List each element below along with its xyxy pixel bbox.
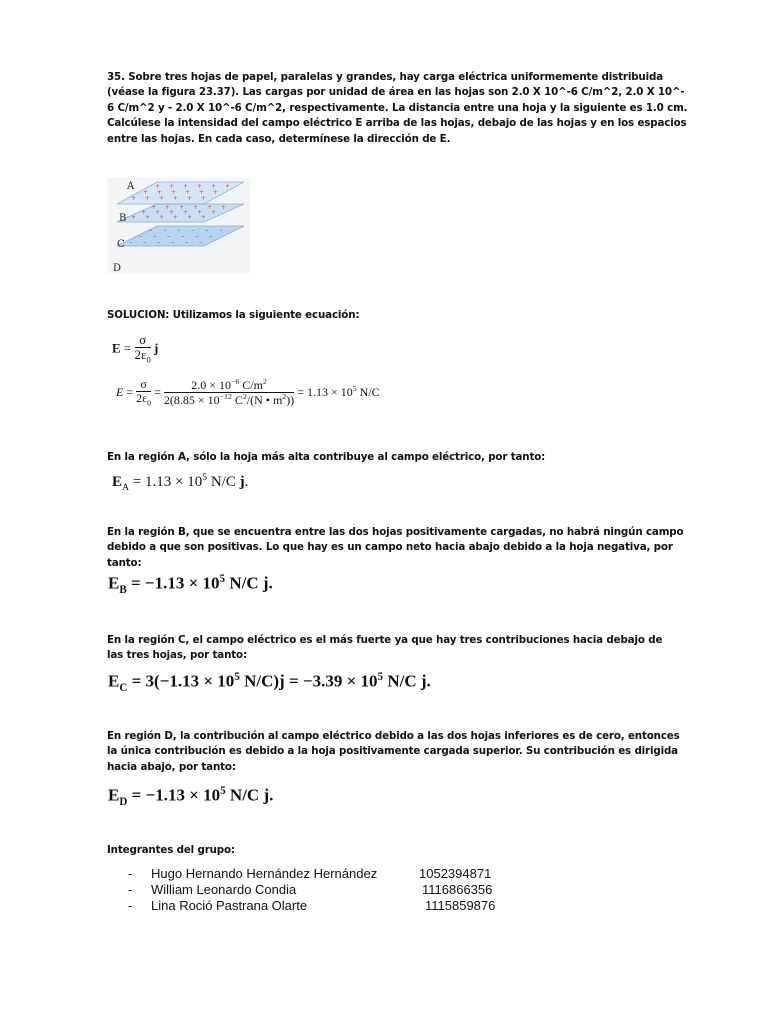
group-title-text: Integrantes del grupo: — [107, 844, 235, 856]
minus-charge-icon: – — [191, 226, 195, 234]
minus-charge-icon: – — [149, 226, 153, 234]
eq2-den2-b: C — [231, 393, 243, 408]
group-members-list — [128, 866, 548, 914]
member-name: Lina Roció Pastrana Olarte — [151, 898, 308, 913]
region-b-line: debido a que son positivas. Lo que hay es un campo neto hacia abajo debido a la hoja negativa, por — [107, 541, 673, 554]
eb-sub: B — [119, 584, 127, 597]
eq2-result-unit: N/C — [356, 385, 380, 400]
plus-charge-icon: + — [193, 204, 199, 211]
eq1-den-text: 2ε — [134, 347, 147, 363]
plus-charge-icon: + — [201, 195, 207, 202]
plus-charge-icon: + — [131, 214, 137, 221]
plus-charge-icon: + — [171, 189, 177, 196]
ec-sub: C — [119, 682, 128, 695]
solution-intro-text: SOLUCION: Utilizamos la siguiente ecuación: — [107, 309, 360, 321]
region-c-line: En la región C, el campo eléctrico es el más fuerte ya que hay tres contribuciones hacia debajo de — [107, 634, 663, 646]
eq2-result-exp: 5 — [352, 384, 357, 394]
member-id: 1052394871 — [419, 866, 492, 881]
problem-line: 35. Sobre tres hojas de papel, paralelas y grandes, hay carga eléctrica uniformemente distribuida — [107, 71, 664, 83]
ea-exp: 5 — [202, 472, 208, 483]
minus-charge-icon: – — [219, 226, 223, 234]
eq2-den2-c-exp: 2 — [282, 392, 287, 402]
eq2-num2 — [164, 378, 294, 393]
problem-line: (véase la figura 23.37). Las cargas por unidad de área en las hojas son 2.0 X 10^-6 C/m^2, 2.0 X 10^- — [107, 86, 685, 99]
plus-charge-icon: + — [159, 214, 165, 221]
equation-numeric: E = $\frac{\sigma}{2\varepsilon_0}$ = $\frac{2.0 \times 10^{-6} C/m^2}{2(8.85 \times 10^{-12} C^2/(N • m^2))}$ = $1.13 \times 10^5$ N/C — [116, 377, 380, 408]
eq2-den2-exp: −12 — [219, 392, 232, 402]
eq2-den2-a: 2(8.85 × 10 — [163, 393, 220, 408]
plus-charge-icon: + — [151, 204, 157, 211]
ed-vector: j — [263, 785, 270, 805]
minus-charge-icon: – — [143, 238, 147, 246]
solution-intro — [107, 308, 667, 323]
region-d-text — [107, 729, 680, 775]
plus-charge-icon: + — [169, 209, 175, 216]
eb-lhs: E — [108, 573, 120, 593]
equation-region-d — [108, 785, 273, 808]
ea-end: . — [244, 474, 249, 490]
plus-charge-icon: + — [197, 183, 203, 190]
region-b-line: tanto: — [107, 556, 142, 569]
eb-exp: 5 — [219, 573, 226, 585]
ea-lhs: E — [112, 474, 123, 490]
plus-charge-icon: + — [145, 214, 151, 221]
equation-region-a — [112, 472, 248, 493]
eq1-numerator: σ — [135, 333, 151, 348]
plus-charge-icon: + — [143, 189, 149, 196]
minus-charge-icon: – — [163, 226, 167, 234]
region-b-line: En la región B, que se encuentra entre las dos hojas positivamente cargadas, no habrá ningún campo — [107, 526, 684, 538]
ed-unit: N/C — [225, 785, 264, 805]
member-name: Hugo Hernando Hernández Hernández — [151, 866, 378, 881]
equation-region-b — [108, 573, 273, 596]
eq2-num2-text: 2.0 × 10 — [191, 378, 231, 393]
minus-charge-icon: – — [171, 238, 175, 246]
plus-charge-icon: + — [173, 195, 179, 202]
region-d-line: la única contribución es debido a la hoja positivamente cargada superior. Su contribución es dirigida — [107, 745, 678, 758]
ec-lhs: E — [108, 671, 120, 691]
ea-vector: j — [239, 474, 245, 490]
plus-charge-icon: + — [201, 214, 207, 221]
figure-label-b: B — [119, 213, 127, 224]
plus-charge-icon: + — [225, 183, 231, 190]
eq1-vector: j — [153, 340, 159, 356]
list-dash: - — [128, 882, 133, 897]
eb-end: . — [268, 573, 273, 593]
eq2-num1: σ — [136, 378, 151, 392]
minus-charge-icon: – — [181, 232, 185, 240]
ed-exp: 5 — [220, 785, 226, 797]
ec-rest-unit: N/C — [383, 671, 421, 691]
list-item — [128, 866, 548, 882]
list-dash: - — [128, 866, 133, 881]
member-name: William Leonardo Condia — [151, 882, 297, 897]
region-c-text — [107, 633, 667, 664]
problem-line: entre las hojas. En cada caso, determínese la dirección de E. — [107, 132, 451, 145]
eq1-lhs: E — [112, 340, 121, 356]
minus-charge-icon: – — [157, 238, 161, 246]
minus-charge-icon: – — [205, 226, 209, 234]
eq2-den1-text: 2ε — [136, 391, 148, 406]
plus-charge-icon: + — [141, 209, 147, 216]
region-a-line: En la región A, sólo la hoja más alta contribuye al campo eléctrico, por tanto: — [107, 451, 546, 463]
ec-end: . — [426, 671, 431, 691]
plus-charge-icon: + — [207, 204, 213, 211]
problem-statement — [107, 70, 688, 147]
plus-charge-icon: + — [183, 209, 189, 216]
member-id: 1116866356 — [422, 882, 493, 897]
ed-end: . — [269, 785, 274, 805]
plus-charge-icon: + — [145, 195, 151, 202]
region-c-line: las tres hojas, por tanto: — [107, 649, 247, 662]
eq2-lhs: E — [116, 385, 124, 400]
list-item — [128, 898, 548, 914]
region-b-text — [107, 525, 684, 571]
eq2-den2 — [164, 393, 294, 408]
minus-charge-icon: – — [139, 232, 143, 240]
figure-label-d: D — [113, 263, 122, 273]
eq2-num2-exp: −6 — [230, 377, 240, 387]
plus-charge-icon: + — [165, 204, 171, 211]
ea-unit: N/C — [207, 474, 240, 490]
eq2-den1-sub: 0 — [147, 398, 152, 408]
list-dash: - — [128, 898, 133, 913]
region-d-line: hacia abajo, por tanto: — [107, 760, 236, 773]
figure-label-c: C — [117, 239, 125, 250]
ec-rest: = −3.39 × 10 — [284, 671, 378, 691]
group-title — [107, 843, 667, 858]
eq2-den2-c: /(N • m — [246, 393, 283, 408]
plus-charge-icon: + — [155, 183, 161, 190]
minus-charge-icon: – — [185, 238, 189, 246]
plus-charge-icon: + — [183, 183, 189, 190]
eq2-fraction-2 — [164, 378, 294, 408]
plus-charge-icon: + — [185, 189, 191, 196]
ed-body: = −1.13 × 10 — [127, 785, 221, 805]
region-a-text — [107, 450, 667, 465]
figure-label-a: A — [127, 181, 135, 192]
plus-charge-icon: + — [131, 195, 137, 202]
ec-exp: 5 — [234, 671, 240, 683]
plus-charge-icon: + — [187, 195, 193, 202]
eq1-fraction — [135, 333, 151, 366]
eq2-den1 — [136, 392, 151, 408]
ec-vector-2: j — [420, 671, 427, 691]
ec-vector: j — [279, 671, 285, 691]
minus-charge-icon: – — [195, 232, 199, 240]
minus-charge-icon: – — [209, 232, 213, 240]
plus-charge-icon: + — [173, 214, 179, 221]
plus-charge-icon: + — [213, 189, 219, 196]
ec-unit: N/C) — [239, 671, 280, 691]
minus-charge-icon: – — [153, 232, 157, 240]
ec-body: = 3(−1.13 × 10 — [127, 671, 235, 691]
eb-vector: j — [262, 573, 269, 593]
plus-charge-icon: + — [221, 204, 227, 211]
plus-charge-icon: + — [169, 183, 175, 190]
eq2-den2-b-exp: 2 — [242, 392, 247, 402]
plus-charge-icon: + — [157, 189, 163, 196]
problem-line: 6 C/m^2 y - 2.0 X 10^-6 C/m^2, respectivamente. La distancia entre una hoja y la siguiente es 1.0 cm. — [107, 101, 688, 114]
member-id: 1115859876 — [425, 898, 496, 913]
equation-general: E = $\frac{\sigma}{2\varepsilon_0}$ j — [112, 332, 159, 365]
region-d-line: En región D, la contribución al campo eléctrico debido a las dos hojas inferiores es de cero, entonces — [107, 730, 680, 742]
eq1-denominator — [135, 348, 151, 365]
plus-charge-icon: + — [179, 204, 185, 211]
plus-charge-icon: + — [211, 183, 217, 190]
minus-charge-icon: – — [199, 238, 203, 246]
list-item — [128, 882, 548, 898]
eq2-num2-unit: C/m — [239, 378, 263, 393]
ec-rest-exp: 5 — [377, 671, 384, 683]
equation-region-c — [108, 671, 431, 694]
plus-charge-icon: + — [197, 209, 203, 216]
minus-charge-icon: – — [129, 238, 133, 246]
minus-charge-icon: – — [177, 226, 181, 234]
plus-charge-icon: + — [199, 189, 205, 196]
ed-sub: D — [119, 796, 128, 809]
eq2-result: = 1.13 × 10 — [297, 385, 353, 400]
eq2-num2-unit-exp: 2 — [262, 377, 267, 387]
plus-charge-icon: + — [159, 195, 165, 202]
minus-charge-icon: – — [167, 232, 171, 240]
ea-body: = 1.13 × 10 — [129, 474, 203, 490]
sheets-diagram — [107, 178, 250, 273]
plus-charge-icon: + — [187, 214, 193, 221]
eb-body: = −1.13 × 10 — [126, 573, 220, 593]
eq2-den2-d: )) — [286, 393, 295, 408]
eq2-fraction-1 — [136, 378, 151, 409]
ed-lhs: E — [108, 785, 120, 805]
eb-unit: N/C — [225, 573, 263, 593]
plus-charge-icon: + — [155, 209, 161, 216]
plus-charge-icon: + — [211, 209, 217, 216]
ea-sub: A — [122, 482, 130, 493]
problem-line: Calcúlese la intensidad del campo eléctrico E arriba de las hojas, debajo de las hojas y en los espacios — [107, 117, 687, 130]
charged-sheets-figure — [107, 178, 250, 273]
eq1-den-sub: 0 — [146, 354, 151, 365]
